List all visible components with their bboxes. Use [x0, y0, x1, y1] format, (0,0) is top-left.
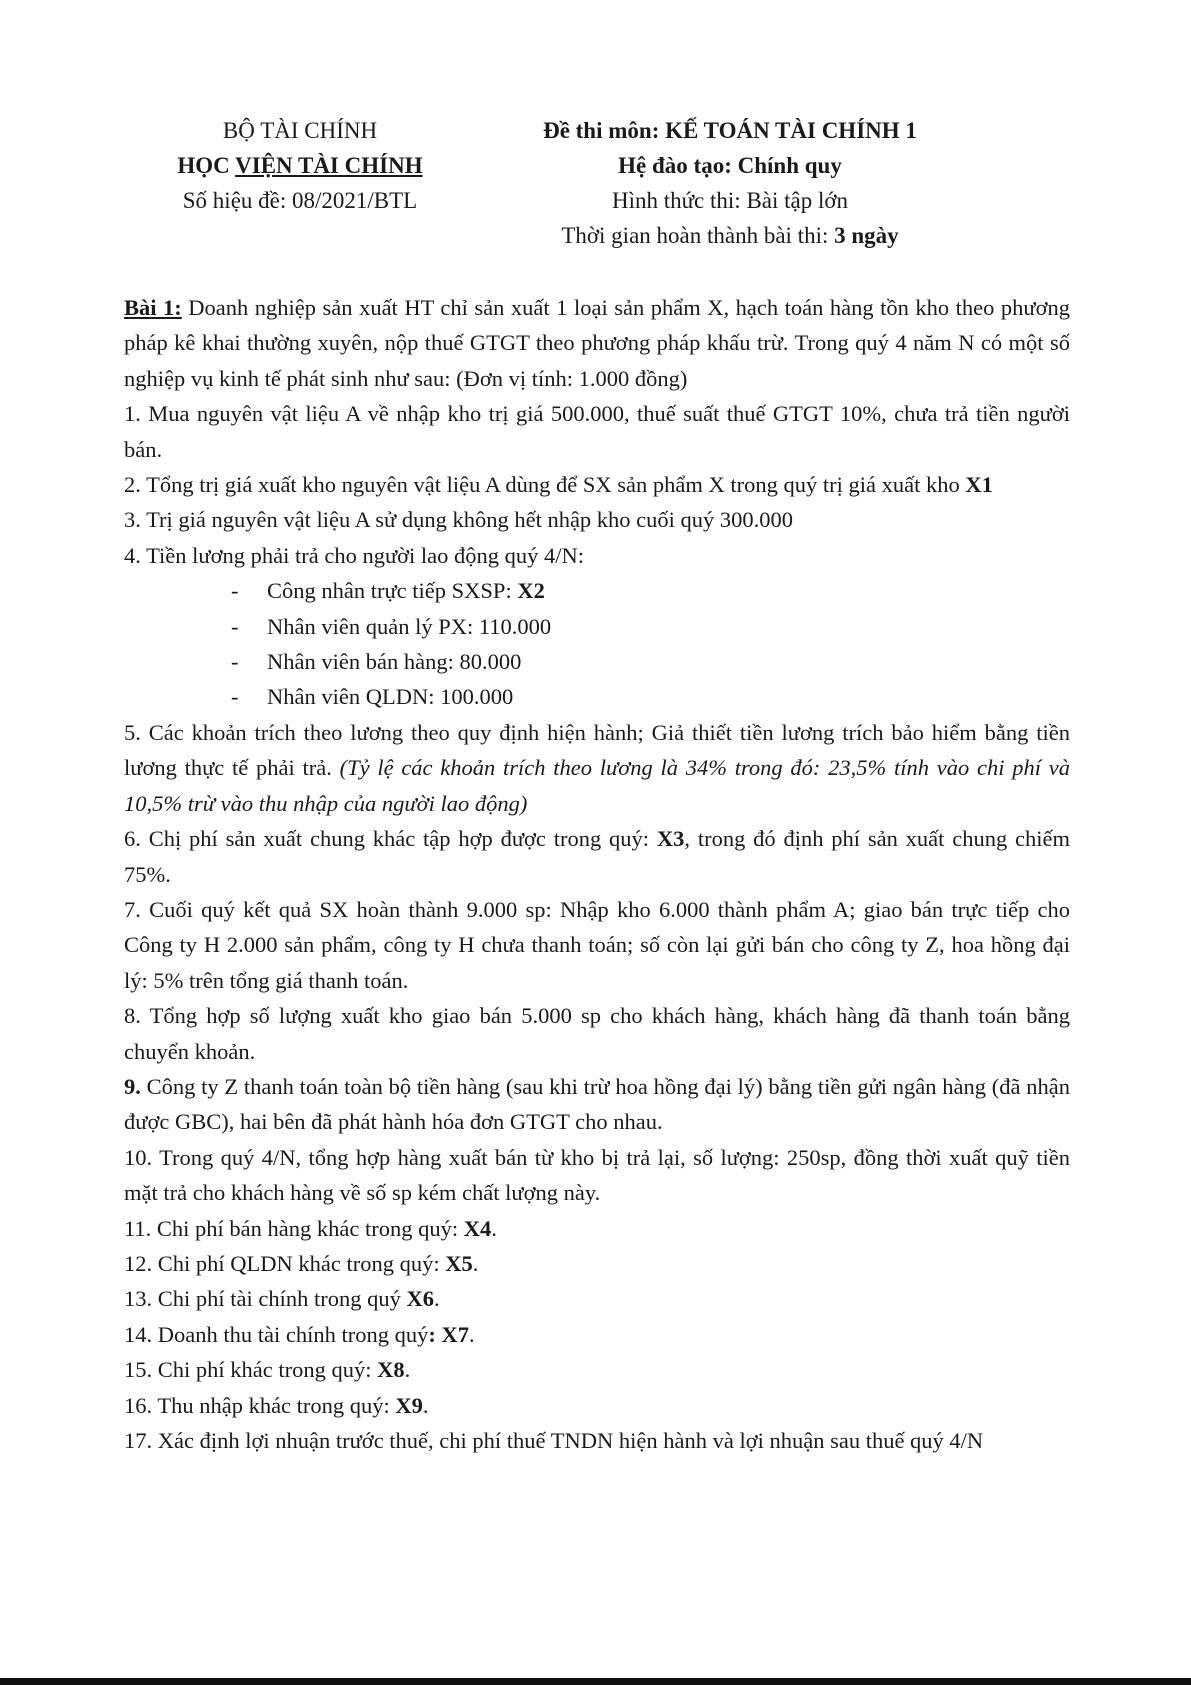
time-label: Thời gian hoàn thành bài thi: — [561, 223, 835, 248]
period: . — [472, 1250, 479, 1276]
item-11-variable: X4 — [463, 1215, 492, 1241]
training-program — [520, 148, 940, 183]
exam-form: Hình thức thi: Bài tập lớn — [611, 188, 849, 213]
period: . — [433, 1286, 440, 1312]
academy-prefix: HỌC — [177, 153, 236, 178]
item-2-variable: X1 — [965, 472, 993, 498]
item-12-variable: X5 — [445, 1250, 473, 1276]
subject-value: : KẾ TOÁN TÀI CHÍNH 1 — [651, 118, 917, 143]
item-13-text: 13. Chi phí tài chính trong quý — [124, 1286, 407, 1312]
period: . — [404, 1357, 411, 1383]
problem-title: Bài 1: — [124, 295, 182, 320]
sub-item-1-variable: X2 — [517, 578, 545, 604]
item-15 — [124, 1352, 1070, 1387]
item-14 — [124, 1317, 1070, 1352]
period: . — [468, 1321, 475, 1347]
sub-item-1 — [124, 573, 1070, 608]
academy-underlined: VIỆN TÀI CHÍNH — [235, 153, 423, 178]
item-9-number: 9. — [124, 1073, 141, 1099]
item-16-variable: X9 — [395, 1392, 423, 1418]
item-11-text: 11. Chi phí bán hàng khác trong quý: — [124, 1215, 464, 1241]
item-14-variable: : X7 — [428, 1321, 469, 1347]
sub-item-4-text: Nhân viên QLDN: 100.000 — [267, 684, 514, 710]
item-1: 1. Mua nguyên vật liệu A về nhập kho trị giá 500.000, thuế suất thuế GTGT 10%, chưa trả tiền người bán. — [124, 401, 1070, 462]
item-13-variable: X6 — [406, 1286, 434, 1312]
header-left — [130, 113, 470, 218]
dash: - — [231, 684, 239, 710]
item-6-variable: X3 — [656, 826, 685, 852]
sub-item-2 — [124, 609, 1070, 644]
item-2-text: 2. Tổng trị giá xuất kho nguyên vật liệu A dùng để SX sản phẩm X trong quý trị giá xuất kho — [124, 472, 966, 498]
period: . — [491, 1215, 497, 1241]
academy-name — [130, 148, 470, 183]
ministry-name: BỘ TÀI CHÍNH — [222, 118, 378, 143]
program-label: Hệ đào tạo — [618, 153, 725, 178]
page-bottom-edge — [0, 1678, 1191, 1685]
exam-subject — [520, 113, 940, 148]
item-6-text: 6. Chị phí sản xuất chung khác tập hợp được trong quý: — [124, 826, 657, 852]
sub-item-1-text: Công nhân trực tiếp SXSP: — [267, 578, 518, 604]
intro-text: Doanh nghiệp sản xuất HT chỉ sản xuất 1 loại sản phẩm X, hạch toán hàng tồn kho theo phương pháp kê khai thường xuyên, nộp thuế GTGT theo phương pháp khấu trừ. Trong quý 4 năm N có một số nghiệp vụ kinh tế phát sinh như sau: (Đơn vị tính: 1.000 đồng) — [124, 295, 1070, 391]
exam-code: Số hiệu đề: 08/2021/BTL — [182, 188, 418, 213]
item-12-text: 12. Chi phí QLDN khác trong quý: — [124, 1250, 446, 1276]
dash: - — [231, 649, 239, 675]
period: . — [422, 1392, 429, 1418]
problem-intro — [124, 290, 1070, 396]
item-9-text: Công ty Z thanh toán toàn bộ tiền hàng (sau khi trừ hoa hồng đại lý) bằng tiền gửi ngân hàng (đã nhận được GBC), hai bên đã phát hành hóa đơn GTGT cho nhau. — [124, 1073, 1070, 1135]
item-11 — [124, 1211, 1070, 1246]
item-10: 10. Trong quý 4/N, tổng hợp hàng xuất bán từ kho bị trả lại, số lượng: 250sp, đồng thời xuất quỹ tiền mặt trả cho khách hàng về số sp kém chất lượng này. — [124, 1144, 1070, 1206]
item-12 — [124, 1246, 1070, 1281]
header-right — [520, 113, 940, 253]
item-6-rest: , trong đó định phí sản xuất chung chiếm 75%. — [124, 826, 1070, 887]
item-4: 4. Tiền lương phải trả cho người lao động quý 4/N: — [124, 542, 585, 568]
sub-item-2-text: Nhân viên quản lý PX: 110.000 — [267, 613, 552, 639]
item-14-text: 14. Doanh thu tài chính trong quý — [124, 1321, 429, 1347]
dash: - — [231, 578, 239, 604]
subject-label: Đề thi môn — [543, 118, 652, 143]
program-value: : Chính quy — [724, 153, 842, 178]
item-2 — [124, 467, 1070, 502]
time-value: 3 ngày — [834, 223, 899, 248]
completion-time — [520, 218, 940, 253]
item-13 — [124, 1281, 1070, 1316]
item-16-text: 16. Thu nhập khác trong quý: — [124, 1392, 396, 1418]
item-3: 3. Trị giá nguyên vật liệu A sử dụng không hết nhập kho cuối quý 300.000 — [124, 507, 794, 533]
sub-item-3 — [124, 644, 1070, 679]
item-5-note: (Tỷ lệ các khoản trích theo lương là 34% trong đó: 23,5% tính vào chi phí và 10,5% trừ vào thu nhập của người lao động) — [124, 755, 1070, 816]
dash: - — [231, 613, 239, 639]
item-17: 17. Xác định lợi nhuận trước thuế, chi phí thuế TNDN hiện hành và lợi nhuận sau thuế quý 4/N — [124, 1428, 984, 1453]
item-9 — [124, 1069, 1070, 1140]
item-6 — [124, 821, 1070, 892]
item-8: 8. Tổng hợp số lượng xuất kho giao bán 5.000 sp cho khách hàng, khách hàng đã thanh toán bằng chuyển khoản. — [124, 1003, 1070, 1064]
item-16 — [124, 1388, 1070, 1423]
item-15-text: 15. Chi phí khác trong quý: — [124, 1357, 378, 1383]
item-7: 7. Cuối quý kết quả SX hoàn thành 9.000 sp: Nhập kho 6.000 thành phẩm A; giao bán trực tiếp cho Công ty H 2.000 sản phẩm, công ty H chưa thanh toán; số còn lại gửi bán cho công ty Z, hoa hồng đại lý: 5% trên tổng giá thanh toán. — [124, 896, 1070, 993]
sub-item-4 — [124, 679, 1070, 714]
sub-item-3-text: Nhân viên bán hàng: 80.000 — [267, 649, 522, 675]
item-5 — [124, 715, 1070, 821]
problem-body — [124, 290, 1070, 1458]
sub-item-1-content — [231, 578, 545, 603]
item-15-variable: X8 — [377, 1357, 405, 1383]
item-5-text: 5. Các khoản trích theo lương theo quy định hiện hành; Giả thiết tiền lương trích bảo hiểm bằng tiền lương thực tế phải trả. — [124, 719, 1070, 781]
